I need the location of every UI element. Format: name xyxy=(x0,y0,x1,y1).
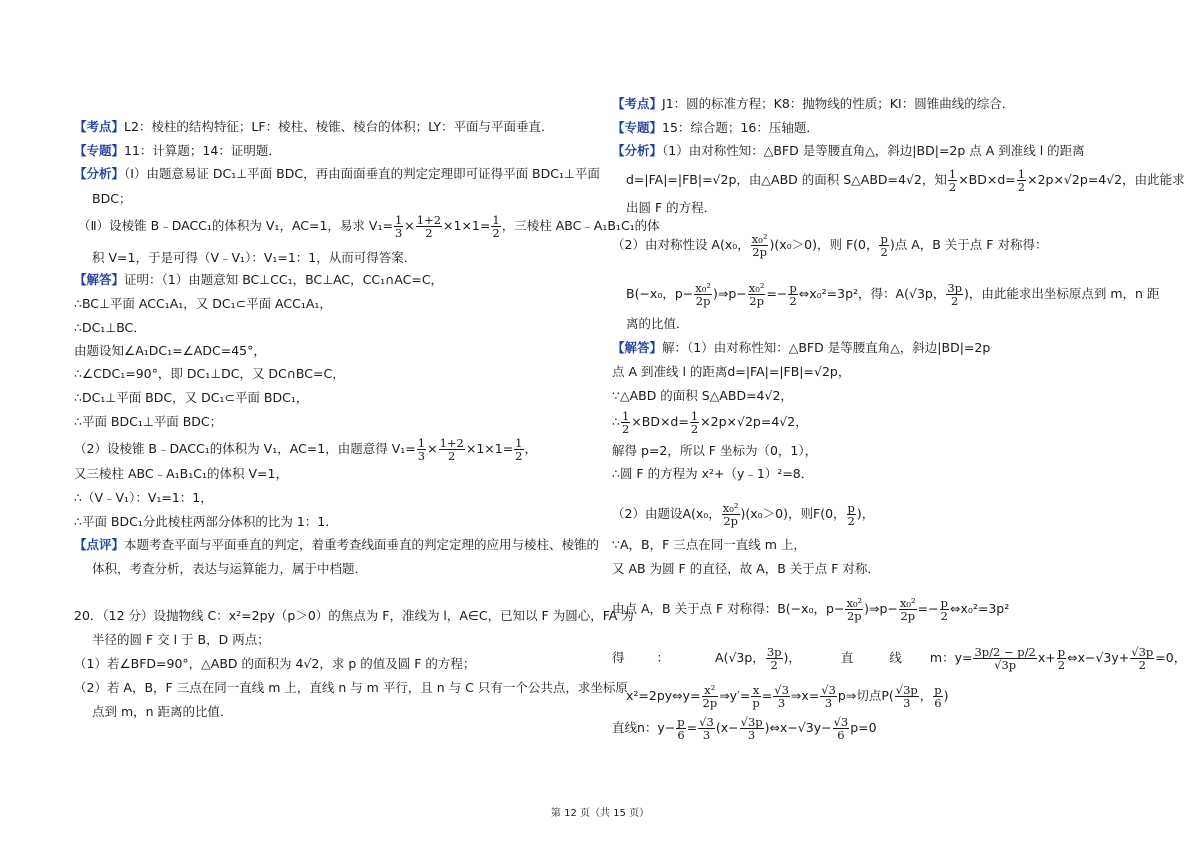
r-p2-text-l2a: B(−x₀，p− xyxy=(626,286,694,301)
zhuanti-line xyxy=(74,143,281,159)
r-step-line: ∵△ABD 的面积 S△ABD=4√2， xyxy=(612,388,793,403)
r-s3-text-a: ∴ xyxy=(612,414,620,429)
fraction xyxy=(694,282,712,307)
r-s11-text-g: ) xyxy=(943,688,949,703)
part2-text-d: ，三棱柱 ABC﹣A₁B₁C₁的体 xyxy=(501,218,660,233)
frac-den: 2p xyxy=(749,294,764,308)
frac-num: p xyxy=(1057,645,1066,659)
frac-num: x xyxy=(752,683,760,697)
r-s9-text-d: ⇔x₀²=3p² xyxy=(949,601,1010,616)
frac-num: 3p/2 − p/2 xyxy=(974,645,1036,659)
jieda-line xyxy=(74,272,443,288)
r-fenxi-text-1: （1）由对称性知：△BFD 是等腰直角△，斜边|BD|=2p 点 A 到准线 l 的距离 xyxy=(662,143,1085,158)
r-fenxi-tag: 【分析】 xyxy=(612,143,663,158)
r-kaodian-line xyxy=(612,96,1014,112)
frac-den: 2p xyxy=(900,609,916,623)
frac-num: 1 xyxy=(492,213,500,227)
frac-den: 2 xyxy=(789,294,797,308)
r-s10-text-b: A(√3p， xyxy=(715,650,765,665)
frac-den: 2p xyxy=(752,245,767,259)
dianping-text-1: 本题考查平面与平面垂直的判定，着重考查线面垂直的判定定理的应用与棱柱、棱锥的 xyxy=(124,537,600,552)
frac-den: 6 xyxy=(837,728,845,742)
r-s3-text-b: ×BD×d= xyxy=(631,414,689,429)
zhuanti-tag: 【专题】 xyxy=(74,143,125,158)
r-step-line xyxy=(626,684,949,709)
fraction xyxy=(751,684,760,709)
r-kaodian-text: J1：圆的标准方程；K8：抛物线的性质；KI：圆锥曲线的综合． xyxy=(662,96,1015,111)
part2-text-b: × xyxy=(404,218,415,233)
frac-den: 2 xyxy=(1017,180,1026,194)
r-p2-text-l2e: )，由此能求出坐标原点到 m，n 距 xyxy=(964,286,1160,301)
r-fenxi-text-2a: d=|FA|=|FB|=√2p，由△ABD 的面积 S△ABD=4√2，知 xyxy=(626,172,947,187)
r-step-line-line-m xyxy=(612,645,1187,672)
fraction xyxy=(722,502,740,527)
fraction xyxy=(820,684,837,709)
jieda-tag: 【解答】 xyxy=(74,272,125,287)
r-s11-text-c: = xyxy=(761,688,773,703)
r-s10-colon: ： xyxy=(656,650,670,665)
frac-num: x² xyxy=(702,684,719,697)
step2-text-b: × xyxy=(427,441,438,456)
fenxi-line-1 xyxy=(74,166,600,182)
r-s9-text-c: =− xyxy=(917,601,939,616)
part2-line-1 xyxy=(78,214,660,239)
fraction xyxy=(751,233,769,258)
fraction xyxy=(895,684,919,709)
r-s10-text-i: =0， xyxy=(1155,650,1187,665)
frac-num: 3p xyxy=(947,281,963,295)
frac-num: 1 xyxy=(621,409,630,423)
r-zhuanti-line xyxy=(612,120,819,136)
frac-num: p xyxy=(789,281,797,295)
fenxi-tag: 【分析】 xyxy=(74,166,125,181)
zhuanti-text: 11：计算题；14：证明题． xyxy=(124,143,281,158)
r-s9-text-a: 由点 A，B 关于点 F 对称得：B(−x₀，p− xyxy=(612,601,845,616)
frac-den: 2 xyxy=(515,449,523,463)
dianping-line-2: 体积，考查分析，表达与运算能力，属于中档题． xyxy=(92,561,368,576)
fraction xyxy=(621,410,630,435)
part2-text-c: ×1×1= xyxy=(443,218,491,233)
frac-num: √3p xyxy=(895,683,918,697)
frac-den: 2p xyxy=(723,514,738,528)
fraction xyxy=(676,716,685,741)
step2-text-a: （2）设棱锥 B﹣DACC₁的体积为 V₁，AC=1，由题意得 V₁= xyxy=(74,441,416,456)
step-line: ∴∠CDC₁=90°，即 DC₁⊥DC，又 DC∩BC=C， xyxy=(74,366,345,381)
fraction xyxy=(417,437,426,462)
step-line: ∴BC⊥平面 ACC₁A₁，又 DC₁⊂平面 ACC₁A₁， xyxy=(74,296,332,311)
r-s11-text-e: p⇒切点P( xyxy=(837,688,894,703)
dianping-line-1 xyxy=(74,537,599,553)
frac-num: 1+2 xyxy=(416,213,442,227)
fraction xyxy=(833,716,850,741)
frac-den: 3 xyxy=(747,728,756,742)
frac-den: 2 xyxy=(621,422,630,436)
frac-num: 1+2 xyxy=(439,436,464,450)
r-p2-text-l2b: )⇒p− xyxy=(712,286,747,301)
q20-line-3: （1）若∠BFD=90°，△ABD 的面积为 4√2，求 p 的值及圆 F 的方程； xyxy=(74,656,476,671)
frac-num: p xyxy=(847,501,855,515)
r-step-line: ∵A，B，F 三点在同一直线 m 上， xyxy=(612,537,806,552)
r-p2-line-3: 离的比值． xyxy=(626,316,689,331)
kaodian-line xyxy=(74,119,554,135)
frac-den: 2 xyxy=(940,609,948,623)
r-step-line xyxy=(612,716,877,741)
r-p2-text-a: （2）由对称性设 A(x₀， xyxy=(612,237,750,252)
r-p2-text-c: )点 A，B 关于点 F 对称得： xyxy=(889,237,1048,252)
r-jieda-text: 解：（1）由对称性知：△BFD 是等腰直角△，斜边|BD|=2p xyxy=(662,340,991,355)
fraction xyxy=(1130,646,1154,671)
frac-num: x₀² xyxy=(899,596,916,610)
r-s10-text-f: m：y= xyxy=(929,650,973,665)
frac-den: 2 xyxy=(1138,658,1146,672)
r-s10-text-a: 得 xyxy=(612,650,625,665)
r-s11-text-f: ， xyxy=(919,688,933,703)
r-p2-text-l2d: ⇔x₀²=3p²，得：A(√3p， xyxy=(798,286,946,301)
fraction xyxy=(933,684,942,709)
fraction xyxy=(740,716,764,741)
q20-line-5: 点到 m，n 距离的比值． xyxy=(92,704,233,719)
frac-num: x₀² xyxy=(751,232,768,246)
frac-num: 1 xyxy=(1017,167,1026,181)
frac-den: 2 xyxy=(770,658,778,672)
frac-num: 1 xyxy=(948,167,957,181)
r-fenxi-line-2 xyxy=(626,168,1185,193)
kaodian-text: L2：棱柱的结构特征；LF：棱柱、棱锥、棱台的体积；LY：平面与平面垂直． xyxy=(124,119,554,134)
frac-den: 2 xyxy=(425,226,433,240)
fraction xyxy=(491,214,500,239)
frac-num: 1 xyxy=(690,409,699,423)
r-jieda-tag: 【解答】 xyxy=(612,340,663,355)
frac-num: √3p xyxy=(740,715,763,729)
q20-line-2: 半径的圆 F 交 l 于 B，D 两点； xyxy=(92,632,270,647)
part2-line-2: 积 V=1，于是可得（V﹣V₁）：V₁=1：1，从而可得答案． xyxy=(92,250,417,265)
fraction xyxy=(748,282,766,307)
r-fenxi-line-1 xyxy=(612,143,1085,159)
frac-den: 6 xyxy=(677,728,685,742)
fraction xyxy=(845,597,863,622)
frac-den: √3p xyxy=(994,658,1017,672)
fraction xyxy=(514,437,523,462)
r-s10-text-g: x+ xyxy=(1037,650,1056,665)
fenxi-line-2: BDC； xyxy=(92,191,132,206)
r-step-line: 解得 p=2，所以 F 坐标为（0，1）， xyxy=(612,443,818,458)
fraction xyxy=(416,214,442,239)
r-zhuanti-tag: 【专题】 xyxy=(612,120,663,135)
r-jieda-line xyxy=(612,340,990,356)
frac-num: p xyxy=(880,232,888,246)
r-step-line xyxy=(612,502,874,527)
frac-num: p xyxy=(677,715,685,729)
r-s11-text-d: ⇒x= xyxy=(790,688,820,703)
r-s3-text-c: ×2p×√2p=4√2， xyxy=(700,414,808,429)
fraction xyxy=(973,646,1036,671)
fraction xyxy=(690,410,699,435)
fraction xyxy=(940,597,949,622)
frac-num: 1 xyxy=(515,436,523,450)
part2-text-a: （Ⅱ）设棱锥 B﹣DACC₁的体积为 V₁，AC=1，易求 V₁= xyxy=(78,218,393,233)
frac-den: 2 xyxy=(951,294,959,308)
frac-num: √3p xyxy=(1131,645,1154,659)
page-footer: 第 12 页（共 15 页） xyxy=(550,808,650,819)
fraction xyxy=(773,684,790,709)
r-step-line: 又 AB 为圆 F 的直径，故 A，B 关于点 F 对称． xyxy=(612,561,880,576)
frac-num: x₀² xyxy=(722,501,739,515)
frac-num: x₀² xyxy=(748,281,765,295)
r-zhuanti-text: 15：综合题；16：压轴题． xyxy=(662,120,819,135)
frac-den: 3 xyxy=(417,449,426,463)
dianping-tag: 【点评】 xyxy=(74,537,125,552)
frac-num: 1 xyxy=(417,436,426,450)
r-fenxi-line-3: 出圆 F 的方程． xyxy=(626,200,717,215)
fraction xyxy=(702,684,719,709)
fraction xyxy=(766,646,783,671)
r-s11-text-a: x²=2py⇔y= xyxy=(626,688,701,703)
frac-den: 2 xyxy=(690,422,699,436)
q20-line-1: 20．（12 分）设抛物线 C：x²=2py（p＞0）的焦点为 F，准线为 l，A∈C，已知以 F 为圆心，FA 为 xyxy=(74,608,634,623)
frac-num: √3 xyxy=(774,683,789,697)
r-s10-text-d: 直 xyxy=(840,650,854,665)
fenxi-text-1: （Ⅰ）由题意易证 DC₁⊥平面 BDC，再由面面垂直的判定定理即可证得平面 BDC₁⊥平面 xyxy=(124,166,600,181)
frac-den: 2 xyxy=(847,514,855,528)
fraction xyxy=(698,716,715,741)
frac-den: 3 xyxy=(824,696,833,710)
fraction xyxy=(879,233,888,258)
r-s9-text-b: )⇒p− xyxy=(864,601,898,616)
frac-den: 2p xyxy=(846,609,862,623)
fraction xyxy=(1017,168,1026,193)
frac-num: 1 xyxy=(394,213,403,227)
step2-line xyxy=(74,437,537,462)
frac-den: 2p xyxy=(695,294,711,308)
frac-num: √3 xyxy=(821,683,836,697)
fraction xyxy=(946,282,963,307)
frac-num: p xyxy=(940,596,948,610)
frac-num: 3p xyxy=(766,645,782,659)
r-s6-text-b: )(x₀＞0)，则F(0， xyxy=(740,506,846,521)
frac-num: √3 xyxy=(833,715,849,729)
r-s10-text-c: )， xyxy=(783,650,801,665)
r-fenxi-text-2b: ×BD×d= xyxy=(958,172,1016,187)
jieda-text: 证明：（1）由题意知 BC⊥CC₁，BC⊥AC，CC₁∩AC=C， xyxy=(124,272,444,287)
step-line: ∴DC₁⊥BC． xyxy=(74,320,146,335)
step-line: ∴DC₁⊥平面 BDC，又 DC₁⊂平面 BDC₁， xyxy=(74,390,309,405)
r-s12-text-e: p=0 xyxy=(850,720,877,735)
r-step-line: 点 A 到准线 l 的距离d=|FA|=|FB|=√2p， xyxy=(612,364,851,379)
frac-num: x₀² xyxy=(846,596,863,610)
step-line: ∴平面 BDC₁⊥平面 BDC； xyxy=(74,414,223,429)
fraction xyxy=(439,437,465,462)
frac-den: p xyxy=(752,696,760,710)
step-line: 又三棱柱 ABC﹣A₁B₁C₁的体积 V=1， xyxy=(74,466,288,481)
step2-text-d: ， xyxy=(524,441,538,456)
frac-den: 2 xyxy=(1057,658,1066,672)
frac-den: 2 xyxy=(492,226,500,240)
frac-den: 2p xyxy=(702,696,718,710)
frac-den: 3 xyxy=(394,226,403,240)
frac-den: 6 xyxy=(934,696,942,710)
r-p2-line-2 xyxy=(626,282,1159,307)
r-s12-text-c: (x− xyxy=(715,720,739,735)
frac-den: 2 xyxy=(948,180,957,194)
r-kaodian-tag: 【考点】 xyxy=(612,96,663,111)
r-p2-line-1 xyxy=(612,233,1047,258)
r-step-line xyxy=(612,597,1009,622)
q20-line-4: （2）若 A，B，F 三点在同一直线 m 上，直线 n 与 m 平行，且 n 与 C 只有一个公共点，求坐标原 xyxy=(74,680,628,695)
frac-den: 3 xyxy=(777,696,786,710)
fraction xyxy=(788,282,797,307)
r-s6-text-a: （2）由题设A(x₀， xyxy=(612,506,721,521)
frac-den: 2 xyxy=(880,245,888,259)
fraction xyxy=(394,214,403,239)
frac-den: 2 xyxy=(448,449,456,463)
fraction xyxy=(948,168,957,193)
step-line: 由题设知∠A₁DC₁=∠ADC=45°， xyxy=(74,343,266,358)
fraction xyxy=(1057,646,1066,671)
step-line: ∴平面 BDC₁分此棱柱两部分体积的比为 1：1． xyxy=(74,514,338,529)
r-p2-text-b: )(x₀＞0)，则 F(0， xyxy=(769,237,879,252)
r-s12-text-b: = xyxy=(686,720,698,735)
r-s12-text-a: 直线n：y− xyxy=(612,720,676,735)
frac-num: p xyxy=(934,683,942,697)
step-line: ∴（V﹣V₁）：V₁=1：1， xyxy=(74,490,213,505)
frac-den: 3 xyxy=(903,696,911,710)
fraction xyxy=(899,597,917,622)
r-step-line: ∴圆 F 的方程为 x²+（y﹣1）²=8． xyxy=(612,466,814,481)
r-s6-text-c: )， xyxy=(856,506,875,521)
frac-den: 3 xyxy=(702,728,711,742)
r-step-line xyxy=(612,410,808,435)
r-s11-text-b: ⇒y′= xyxy=(719,688,751,703)
step2-text-c: ×1×1= xyxy=(465,441,514,456)
fraction xyxy=(847,502,856,527)
r-s12-text-d: )⇔x−√3y− xyxy=(764,720,832,735)
r-s10-text-h: ⇔x−√3y+ xyxy=(1067,650,1130,665)
r-s10-text-e: 线 xyxy=(889,650,902,665)
r-p2-text-l2c: =− xyxy=(766,286,788,301)
kaodian-tag: 【考点】 xyxy=(74,119,125,134)
frac-num: √3 xyxy=(699,715,714,729)
r-fenxi-text-2c: ×2p×√2p=4√2，由此能求 xyxy=(1027,172,1185,187)
frac-num: x₀² xyxy=(695,281,711,295)
